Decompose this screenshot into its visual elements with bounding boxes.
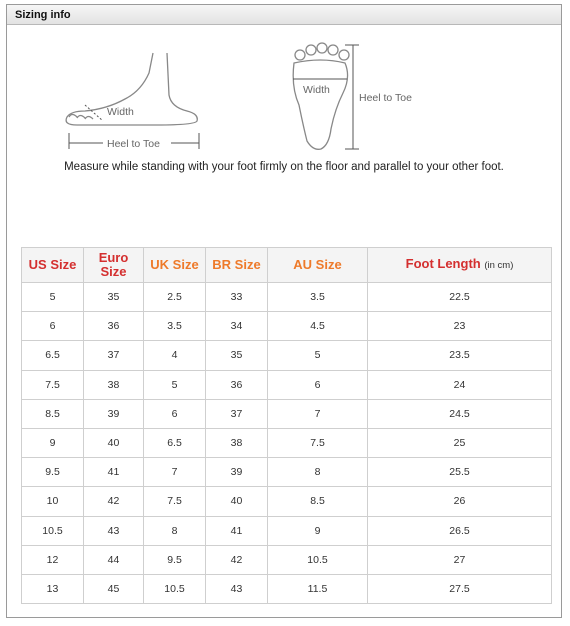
- side-width-label: Width: [107, 106, 134, 118]
- cell-br-size: 43: [206, 574, 268, 603]
- cell-uk-size: 8: [144, 516, 206, 545]
- table-row: [22, 341, 552, 370]
- measurement-instruction: Measure while standing with your foot firmly on the floor and parallel to your other foot.: [64, 161, 504, 173]
- cell-au-size: 5: [268, 341, 368, 370]
- cell-au-size: 7: [268, 399, 368, 428]
- cell-foot-length: 24.5: [368, 399, 552, 428]
- header-euro-size: [84, 248, 144, 283]
- cell-au-size: 9: [268, 516, 368, 545]
- table-row: [22, 545, 552, 574]
- sole-width-label: Width: [303, 84, 330, 96]
- cell-foot-length: 27: [368, 545, 552, 574]
- cell-au-size: 8.5: [268, 487, 368, 516]
- cell-au-size: 8: [268, 458, 368, 487]
- cell-br-size: 33: [206, 283, 268, 312]
- table-row: [22, 458, 552, 487]
- header-foot-length-label: Foot Length: [405, 256, 481, 271]
- table-header-row: [22, 248, 552, 283]
- cell-uk-size: 5: [144, 370, 206, 399]
- cell-euro-size: 43: [84, 516, 144, 545]
- header-us-size: US Size: [22, 248, 84, 283]
- table-row: [22, 428, 552, 457]
- cell-br-size: 34: [206, 312, 268, 341]
- sole-foot-icon: [293, 43, 349, 149]
- cell-uk-size: 2.5: [144, 283, 206, 312]
- header-au-size: AU Size: [268, 248, 368, 283]
- cell-euro-size: 42: [84, 487, 144, 516]
- cell-foot-length: 24: [368, 370, 552, 399]
- table-row: [22, 516, 552, 545]
- cell-euro-size: 45: [84, 574, 144, 603]
- header-euro-size-line2: Size: [100, 264, 127, 279]
- cell-uk-size: 3.5: [144, 312, 206, 341]
- side-width-line: [85, 105, 103, 121]
- cell-us-size: 8.5: [22, 399, 84, 428]
- table-row: [22, 487, 552, 516]
- cell-euro-size: 38: [84, 370, 144, 399]
- header-foot-length-unit: (in cm): [484, 260, 514, 271]
- foot-diagrams-svg: [7, 25, 561, 165]
- cell-foot-length: 27.5: [368, 574, 552, 603]
- header-foot-length: [368, 248, 552, 283]
- cell-us-size: 6.5: [22, 341, 84, 370]
- cell-euro-size: 39: [84, 399, 144, 428]
- sizing-info-panel: [6, 4, 562, 618]
- table-row: [22, 370, 552, 399]
- cell-euro-size: 37: [84, 341, 144, 370]
- cell-au-size: 6: [268, 370, 368, 399]
- header-euro-size-line1: Euro: [98, 250, 129, 265]
- cell-uk-size: 6: [144, 399, 206, 428]
- size-chart-body: [22, 283, 552, 604]
- cell-br-size: 36: [206, 370, 268, 399]
- cell-br-size: 40: [206, 487, 268, 516]
- cell-us-size: 6: [22, 312, 84, 341]
- cell-us-size: 5: [22, 283, 84, 312]
- header-uk-size: UK Size: [144, 248, 206, 283]
- cell-au-size: 10.5: [268, 545, 368, 574]
- cell-uk-size: 4: [144, 341, 206, 370]
- table-row: [22, 283, 552, 312]
- cell-br-size: 35: [206, 341, 268, 370]
- cell-us-size: 7.5: [22, 370, 84, 399]
- cell-euro-size: 41: [84, 458, 144, 487]
- cell-us-size: 9.5: [22, 458, 84, 487]
- cell-us-size: 10: [22, 487, 84, 516]
- cell-foot-length: 23.5: [368, 341, 552, 370]
- cell-euro-size: 40: [84, 428, 144, 457]
- cell-euro-size: 35: [84, 283, 144, 312]
- table-row: [22, 312, 552, 341]
- cell-us-size: 9: [22, 428, 84, 457]
- size-chart-table: [21, 247, 552, 604]
- cell-br-size: 37: [206, 399, 268, 428]
- cell-euro-size: 36: [84, 312, 144, 341]
- foot-measurement-diagrams: [7, 25, 561, 225]
- cell-uk-size: 9.5: [144, 545, 206, 574]
- header-br-size: BR Size: [206, 248, 268, 283]
- table-row: [22, 574, 552, 603]
- cell-au-size: 3.5: [268, 283, 368, 312]
- cell-au-size: 7.5: [268, 428, 368, 457]
- cell-foot-length: 22.5: [368, 283, 552, 312]
- cell-us-size: 12: [22, 545, 84, 574]
- cell-foot-length: 26: [368, 487, 552, 516]
- cell-uk-size: 6.5: [144, 428, 206, 457]
- cell-foot-length: 25: [368, 428, 552, 457]
- side-length-label: Heel to Toe: [107, 138, 160, 150]
- cell-br-size: 38: [206, 428, 268, 457]
- cell-euro-size: 44: [84, 545, 144, 574]
- table-row: [22, 399, 552, 428]
- cell-foot-length: 25.5: [368, 458, 552, 487]
- panel-title: Sizing info: [7, 5, 561, 25]
- cell-uk-size: 7: [144, 458, 206, 487]
- cell-uk-size: 10.5: [144, 574, 206, 603]
- sole-length-label: Heel to Toe: [359, 92, 412, 104]
- cell-us-size: 10.5: [22, 516, 84, 545]
- cell-br-size: 39: [206, 458, 268, 487]
- cell-foot-length: 26.5: [368, 516, 552, 545]
- cell-uk-size: 7.5: [144, 487, 206, 516]
- cell-br-size: 41: [206, 516, 268, 545]
- cell-au-size: 4.5: [268, 312, 368, 341]
- cell-au-size: 11.5: [268, 574, 368, 603]
- cell-us-size: 13: [22, 574, 84, 603]
- cell-br-size: 42: [206, 545, 268, 574]
- cell-foot-length: 23: [368, 312, 552, 341]
